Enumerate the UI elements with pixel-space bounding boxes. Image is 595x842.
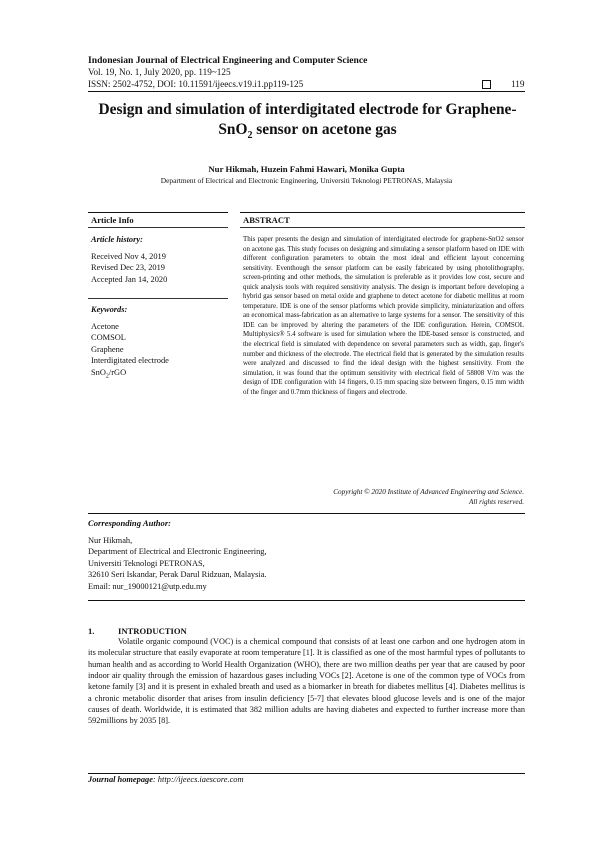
corresponding-top-rule — [88, 513, 525, 514]
article-info-rule — [88, 227, 228, 228]
square-icon — [482, 80, 491, 89]
author-name: Nur Hikmah, — [88, 536, 133, 545]
revised-date: Revised Dec 23, 2019 — [91, 263, 165, 273]
copyright — [243, 487, 524, 507]
journal-homepage — [88, 775, 244, 784]
article-info-top-rule — [88, 212, 228, 213]
keyword-item: Interdigitated electrode — [91, 356, 169, 366]
keyword-item: Acetone — [91, 322, 119, 331]
introduction-text: Volatile organic compound (VOC) is a chemical compound that consists of at least one carbon and one hydrogen atom in its molecular structure that easily evaporate at room temperature [1]. It is classified as one of the most harmful types of pollutants to human health and as according to World Health Organization (WHO), there are two million deaths per year that are caused by poor indoor air quality through the emission of hazardous gases including VOCs [2]. Acetone is one of the common type of VOCs from ketone family [3] and it is present in exhaled breath and used as a biomarker in breath for diabetes mellitus [4]. Diabetes mellitus is a chronic metabolic disorder that arises from insulin deficiency [5-7] that elevates blood glucose levels and is one of the major causes of death. Worldwide, it is estimated that 382 million adults are having diabetes and expected to further increase more than 592millions by 2035 [8]. — [88, 637, 525, 726]
received-date: Received Nov 4, 2019 — [91, 252, 166, 261]
authors: Nur Hikmah, Huzein Fahmi Hawari, Monika Gupta — [208, 164, 405, 174]
author-department: Department of Electrical and Electronic Engineering, — [88, 547, 267, 557]
copyright-line-1: Copyright © 2020 Institute of Advanced Engineering and Science. — [333, 488, 524, 496]
keywords-heading: Keywords: — [91, 305, 128, 314]
abstract-top-rule — [240, 212, 525, 213]
keyword-item: COMSOL — [91, 333, 126, 343]
article-info-heading: Article Info — [91, 215, 134, 225]
article-history — [91, 251, 167, 285]
homepage-url: : http://ijeecs.iaescore.com — [152, 775, 244, 784]
section-title: INTRODUCTION — [118, 626, 187, 636]
abstract-rule — [240, 227, 525, 228]
article-history-heading: Article history: — [91, 235, 143, 244]
keyword-list — [91, 321, 169, 383]
abstract-text: This paper presents the design and simulation of interdigitated electrode for graphene-SnO2 sensor on acetone gas. This study focuses on designing and simulating a sensor platform based on IDE with different configuration parameters to obtain the most ideal and efficient layout concerning sensitivity. Eventhough the sensor platform can be easily fabricated by using photolithography, screen-printing and other methods, the simulation is preferable as it provides low cost, secure and quick analysis tools with required sensitivity analysis. The design is important before developing a hybrid gas sensor based on metal oxide and graphene to detect acetone for diabetic mellitus at room temperature. IDE is one of the sensor platforms which provide simplicity, miniaturization and offers an economical mass-fabrication as an alternative to large systems for a sensor. The sensitivity of this IDE can be improved by altering the parameters of the IDE configuration. Herein, COMSOL Multiphysics® 5.4 software is used for simulation where the IDE-based sensor is constructed, and the electrical field is simulated with dependence on several parameters such as width, gap, finger's number and thickness of the electrode. The electrical field that is generated by the simulation results were analyzed and discussed to find the ideal design with the highest sensitivity. From the simulation, it was found that the optimum sensitivity with electrical field of 58808 V/m was the design of IDE configuration with 14 fingers, 0.15 mm spacing size between fingers, 0.15 mm width of the finger and 0.7mm thickness of fingers and electrode. — [243, 235, 524, 396]
corresponding-heading: Corresponding Author: — [88, 518, 172, 528]
author-email: Email: nur_19000121@utp.edu.my — [88, 581, 207, 591]
page-number: 119 — [511, 79, 525, 89]
corresponding-details — [88, 535, 267, 592]
keyword-item: SnO$_2$/rGO — [91, 367, 127, 380]
corresponding-bottom-rule — [88, 600, 525, 601]
author-university: Universiti Teknologi PETRONAS, — [88, 558, 205, 568]
title-line-2: SnO$_2$ sensor on acetone gas — [218, 121, 397, 142]
issn-doi: ISSN: 2502-4752, DOI: 10.11591/ijeecs.v19.i1.pp119-125 — [88, 79, 304, 89]
section-number: 1. — [88, 626, 95, 636]
homepage-label: Journal homepage — [88, 775, 153, 784]
abstract-heading: ABSTRACT — [243, 215, 290, 225]
accepted-date: Accepted Jan 14, 2020 — [91, 274, 168, 284]
copyright-line-2: All rights reserved. — [468, 498, 524, 506]
keyword-item: Graphene — [91, 344, 124, 354]
title-line-1: Design and simulation of interdigitated electrode for Graphene- — [98, 101, 517, 118]
volume-info: Vol. 19, No. 1, July 2020, pp. 119~125 — [88, 67, 231, 77]
footer-rule — [88, 773, 525, 774]
header-rule — [88, 91, 525, 92]
paper-title — [70, 100, 545, 146]
journal-title: Indonesian Journal of Electrical Engineering and Computer Science — [88, 55, 368, 66]
keywords-rule — [88, 298, 228, 299]
author-address: 32610 Seri Iskandar, Perak Darul Ridzuan, Malaysia. — [88, 570, 267, 580]
section-heading — [88, 626, 187, 636]
affiliation: Department of Electrical and Electronic Engineering, Universiti Teknologi PETRONAS, Malaysia — [160, 176, 453, 185]
